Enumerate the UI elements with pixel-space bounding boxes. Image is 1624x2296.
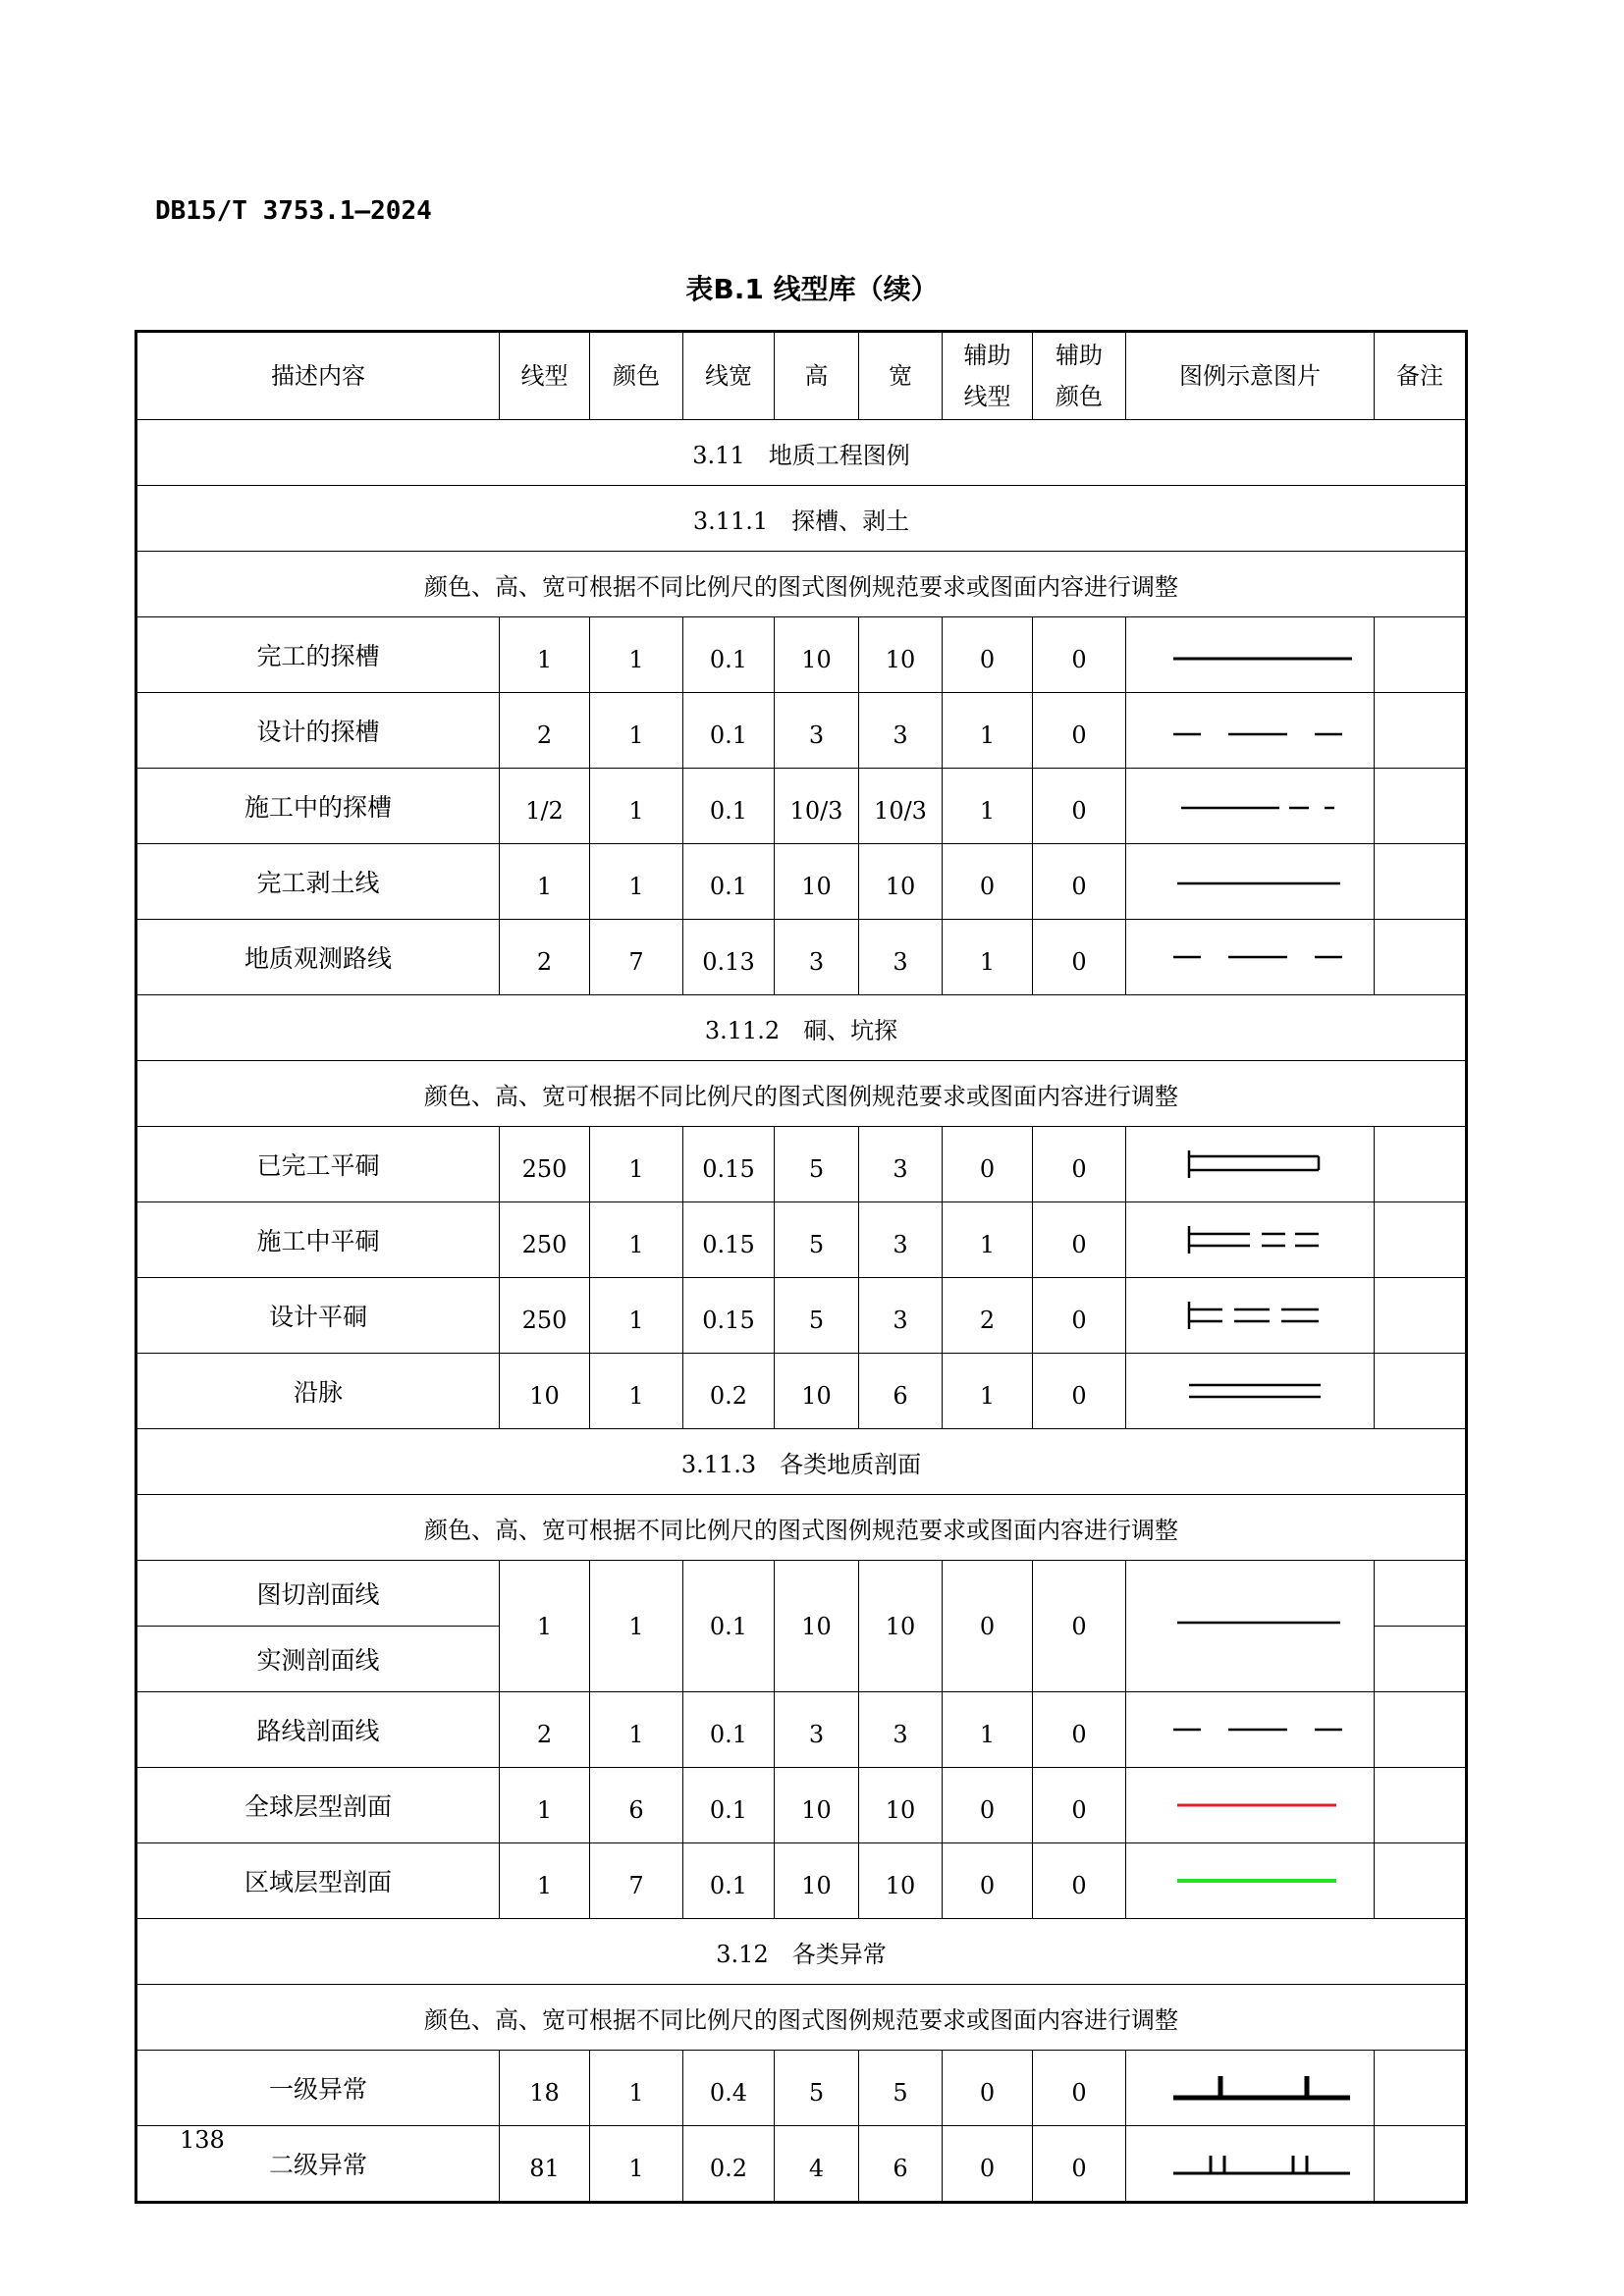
cell-remarks (1375, 1627, 1467, 1692)
table-row (136, 1692, 1467, 1768)
cell-aux-color: 0 (1033, 1768, 1126, 1843)
cell-aux-type: 1 (943, 1354, 1033, 1429)
cell-aux-color: 0 (1033, 1692, 1126, 1768)
cell-aux-color: 0 (1033, 617, 1126, 693)
solid-line-icon (1132, 862, 1368, 901)
cell-remarks (1375, 2126, 1467, 2203)
cell-height: 4 (775, 2126, 859, 2203)
cell-aux-color: 0 (1033, 1843, 1126, 1919)
row-desc: 区域层型剖面 (136, 1843, 500, 1919)
cell-height: 5 (775, 2051, 859, 2126)
table-row (136, 1843, 1467, 1919)
table-row (136, 920, 1467, 995)
section-heading: 3.11.3 各类地质剖面 (136, 1429, 1467, 1495)
row-desc: 完工的探槽 (136, 617, 500, 693)
cell-aux-type: 0 (943, 1843, 1033, 1919)
row-desc: 地质观测路线 (136, 920, 500, 995)
cell-breadth: 10 (859, 617, 943, 693)
cell-remarks (1375, 693, 1467, 769)
solid-line-icon (1132, 1607, 1368, 1646)
cell-width: 0.1 (683, 1561, 775, 1692)
cell-breadth: 3 (859, 920, 943, 995)
table-row (136, 769, 1467, 844)
cell-linetype: 10 (500, 1354, 590, 1429)
cell-color: 7 (590, 1843, 683, 1919)
cell-color: 1 (590, 1202, 683, 1278)
table-header-row (136, 332, 1467, 420)
table-row (136, 1127, 1467, 1202)
cell-aux-color: 0 (1033, 1202, 1126, 1278)
green-line-icon (1132, 1861, 1368, 1900)
cell-remarks (1375, 1843, 1467, 1919)
cell-color: 1 (590, 1561, 683, 1692)
row-desc: 沿脉 (136, 1354, 500, 1429)
solid-line-icon (1132, 635, 1368, 674)
cell-width: 0.15 (683, 1278, 775, 1354)
row-desc: 二级异常 (136, 2126, 500, 2203)
cell-aux-color: 0 (1033, 1127, 1126, 1202)
cell-image (1126, 1354, 1375, 1429)
row-desc: 设计的探槽 (136, 693, 500, 769)
header-desc: 描述内容 (136, 332, 500, 420)
cell-color: 1 (590, 617, 683, 693)
cell-image (1126, 693, 1375, 769)
cell-image (1126, 1202, 1375, 1278)
cell-aux-color: 0 (1033, 693, 1126, 769)
cell-color: 1 (590, 844, 683, 920)
cell-aux-type: 2 (943, 1278, 1033, 1354)
table-row (136, 844, 1467, 920)
cell-linetype: 1 (500, 617, 590, 693)
cell-image (1126, 920, 1375, 995)
cell-width: 0.2 (683, 2126, 775, 2203)
cell-remarks (1375, 1278, 1467, 1354)
section-note: 颜色、高、宽可根据不同比例尺的图式图例规范要求或图面内容进行调整 (136, 1985, 1467, 2051)
row-desc: 施工中平硐 (136, 1202, 500, 1278)
cell-aux-type: 0 (943, 617, 1033, 693)
cell-linetype: 81 (500, 2126, 590, 2203)
cell-width: 0.1 (683, 693, 775, 769)
cell-width: 0.1 (683, 1692, 775, 1768)
cell-remarks (1375, 1202, 1467, 1278)
cell-linetype: 1 (500, 1768, 590, 1843)
cell-breadth: 3 (859, 1202, 943, 1278)
cell-image (1126, 1843, 1375, 1919)
cell-linetype: 250 (500, 1127, 590, 1202)
cell-aux-type: 1 (943, 1202, 1033, 1278)
table-row (136, 1768, 1467, 1843)
row-desc: 一级异常 (136, 2051, 500, 2126)
cell-aux-color: 0 (1033, 920, 1126, 995)
cell-color: 6 (590, 1768, 683, 1843)
cell-width: 0.1 (683, 617, 775, 693)
cell-color: 1 (590, 693, 683, 769)
cell-color: 1 (590, 1692, 683, 1768)
cell-color: 1 (590, 1127, 683, 1202)
cell-linetype: 1 (500, 844, 590, 920)
cell-color: 7 (590, 920, 683, 995)
cell-breadth: 3 (859, 1692, 943, 1768)
header-width: 线宽 (683, 332, 775, 420)
cell-height: 3 (775, 693, 859, 769)
table-row (136, 693, 1467, 769)
header-linetype: 线型 (500, 332, 590, 420)
cell-breadth: 6 (859, 1354, 943, 1429)
cell-aux-type: 0 (943, 1127, 1033, 1202)
cell-color: 1 (590, 769, 683, 844)
cell-aux-type: 1 (943, 1692, 1033, 1768)
cell-height: 10 (775, 1843, 859, 1919)
cell-remarks (1375, 1354, 1467, 1429)
cell-color: 1 (590, 1278, 683, 1354)
cell-aux-type: 0 (943, 2126, 1033, 2203)
cell-remarks (1375, 844, 1467, 920)
cell-breadth: 10 (859, 844, 943, 920)
cell-color: 1 (590, 2126, 683, 2203)
cell-width: 0.2 (683, 1354, 775, 1429)
cell-breadth: 10 (859, 1561, 943, 1692)
double-line-icon (1132, 1369, 1368, 1413)
cell-width: 0.13 (683, 920, 775, 995)
cell-linetype: 1/2 (500, 769, 590, 844)
cell-width: 0.1 (683, 1768, 775, 1843)
cell-height: 10 (775, 617, 859, 693)
cell-color: 1 (590, 2051, 683, 2126)
cell-linetype: 1 (500, 1561, 590, 1692)
cell-breadth: 5 (859, 2051, 943, 2126)
table-row (136, 1561, 1467, 1627)
document-id: DB15/T 3753.1—2024 (155, 196, 432, 226)
red-line-icon (1132, 1786, 1368, 1825)
cell-aux-color: 0 (1033, 1354, 1126, 1429)
cell-aux-type: 1 (943, 920, 1033, 995)
row-desc: 已完工平硐 (136, 1127, 500, 1202)
table-row (136, 617, 1467, 693)
solid-dashed-line-icon (1132, 786, 1368, 826)
row-desc: 图切剖面线 (136, 1561, 500, 1627)
cell-linetype: 2 (500, 1692, 590, 1768)
cell-breadth: 3 (859, 1278, 943, 1354)
cell-remarks (1375, 769, 1467, 844)
cell-image (1126, 769, 1375, 844)
cell-width: 0.15 (683, 1127, 775, 1202)
dashed-line-icon (1132, 711, 1368, 750)
cell-width: 0.1 (683, 1843, 775, 1919)
cell-linetype: 1 (500, 1843, 590, 1919)
header-aux-color: 辅助 颜色 (1033, 332, 1126, 420)
cell-aux-type: 0 (943, 1561, 1033, 1692)
section-note: 颜色、高、宽可根据不同比例尺的图式图例规范要求或图面内容进行调整 (136, 552, 1467, 617)
cell-aux-type: 0 (943, 2051, 1033, 2126)
row-desc: 全球层型剖面 (136, 1768, 500, 1843)
table-row (136, 1278, 1467, 1354)
row-desc: 完工剥土线 (136, 844, 500, 920)
cell-image (1126, 1278, 1375, 1354)
row-desc: 实测剖面线 (136, 1627, 500, 1692)
cell-image (1126, 2051, 1375, 2126)
anomaly-second-class-icon (1132, 2142, 1368, 2185)
row-desc: 路线剖面线 (136, 1692, 500, 1768)
adit-designed-icon (1132, 1294, 1368, 1337)
cell-linetype: 250 (500, 1202, 590, 1278)
cell-remarks (1375, 1692, 1467, 1768)
cell-remarks (1375, 1768, 1467, 1843)
cell-image (1126, 617, 1375, 693)
section-heading: 3.11.1 探槽、剥土 (136, 486, 1467, 552)
cell-remarks (1375, 617, 1467, 693)
cell-height: 10 (775, 1354, 859, 1429)
header-color: 颜色 (590, 332, 683, 420)
table-title: 表B.1 线型库（续） (685, 273, 939, 305)
cell-linetype: 2 (500, 693, 590, 769)
cell-linetype: 250 (500, 1278, 590, 1354)
cell-height: 3 (775, 1692, 859, 1768)
cell-image (1126, 2126, 1375, 2203)
cell-breadth: 6 (859, 2126, 943, 2203)
adit-in-progress-icon (1132, 1218, 1368, 1261)
cell-linetype: 2 (500, 920, 590, 995)
page-number: 138 (180, 2126, 225, 2154)
section-note: 颜色、高、宽可根据不同比例尺的图式图例规范要求或图面内容进行调整 (136, 1495, 1467, 1561)
cell-image (1126, 1127, 1375, 1202)
adit-complete-icon (1132, 1143, 1368, 1186)
dashed-line-icon (1132, 937, 1368, 977)
cell-height: 5 (775, 1202, 859, 1278)
cell-image (1126, 1692, 1375, 1768)
table-row (136, 2051, 1467, 2126)
cell-aux-color: 0 (1033, 769, 1126, 844)
cell-remarks (1375, 1127, 1467, 1202)
cell-breadth: 10 (859, 1843, 943, 1919)
anomaly-first-class-icon (1132, 2066, 1368, 2109)
cell-aux-color: 0 (1033, 844, 1126, 920)
table-row (136, 2126, 1467, 2203)
header-image: 图例示意图片 (1126, 332, 1375, 420)
section-note: 颜色、高、宽可根据不同比例尺的图式图例规范要求或图面内容进行调整 (136, 1061, 1467, 1127)
cell-aux-type: 0 (943, 844, 1033, 920)
cell-width: 0.1 (683, 769, 775, 844)
cell-height: 3 (775, 920, 859, 995)
cell-aux-color: 0 (1033, 2126, 1126, 2203)
table-row (136, 1354, 1467, 1429)
cell-color: 1 (590, 1354, 683, 1429)
header-breadth: 宽 (859, 332, 943, 420)
cell-height: 5 (775, 1278, 859, 1354)
cell-aux-color: 0 (1033, 2051, 1126, 2126)
row-desc: 施工中的探槽 (136, 769, 500, 844)
section-heading: 3.11 地质工程图例 (136, 420, 1467, 486)
cell-image (1126, 1561, 1375, 1692)
cell-height: 5 (775, 1127, 859, 1202)
cell-linetype: 18 (500, 2051, 590, 2126)
row-desc: 设计平硐 (136, 1278, 500, 1354)
cell-height: 10/3 (775, 769, 859, 844)
cell-height: 10 (775, 1561, 859, 1692)
cell-remarks (1375, 920, 1467, 995)
cell-height: 10 (775, 844, 859, 920)
table-row (136, 1202, 1467, 1278)
cell-breadth: 10/3 (859, 769, 943, 844)
section-heading: 3.11.2 硐、坑探 (136, 995, 1467, 1061)
cell-aux-color: 0 (1033, 1561, 1126, 1692)
cell-remarks (1375, 2051, 1467, 2126)
header-height: 高 (775, 332, 859, 420)
cell-width: 0.1 (683, 844, 775, 920)
cell-aux-type: 1 (943, 769, 1033, 844)
cell-aux-type: 0 (943, 1768, 1033, 1843)
cell-remarks (1375, 1561, 1467, 1627)
cell-image (1126, 844, 1375, 920)
dashed-line-icon (1132, 1710, 1368, 1749)
header-remarks: 备注 (1375, 332, 1467, 420)
cell-height: 10 (775, 1768, 859, 1843)
cell-aux-color: 0 (1033, 1278, 1126, 1354)
cell-image (1126, 1768, 1375, 1843)
cell-aux-type: 1 (943, 693, 1033, 769)
section-heading: 3.12 各类异常 (136, 1919, 1467, 1985)
cell-breadth: 3 (859, 1127, 943, 1202)
header-aux-type: 辅助 线型 (943, 332, 1033, 420)
linetype-table (135, 330, 1468, 2204)
cell-width: 0.4 (683, 2051, 775, 2126)
cell-breadth: 3 (859, 693, 943, 769)
cell-width: 0.15 (683, 1202, 775, 1278)
cell-breadth: 10 (859, 1768, 943, 1843)
